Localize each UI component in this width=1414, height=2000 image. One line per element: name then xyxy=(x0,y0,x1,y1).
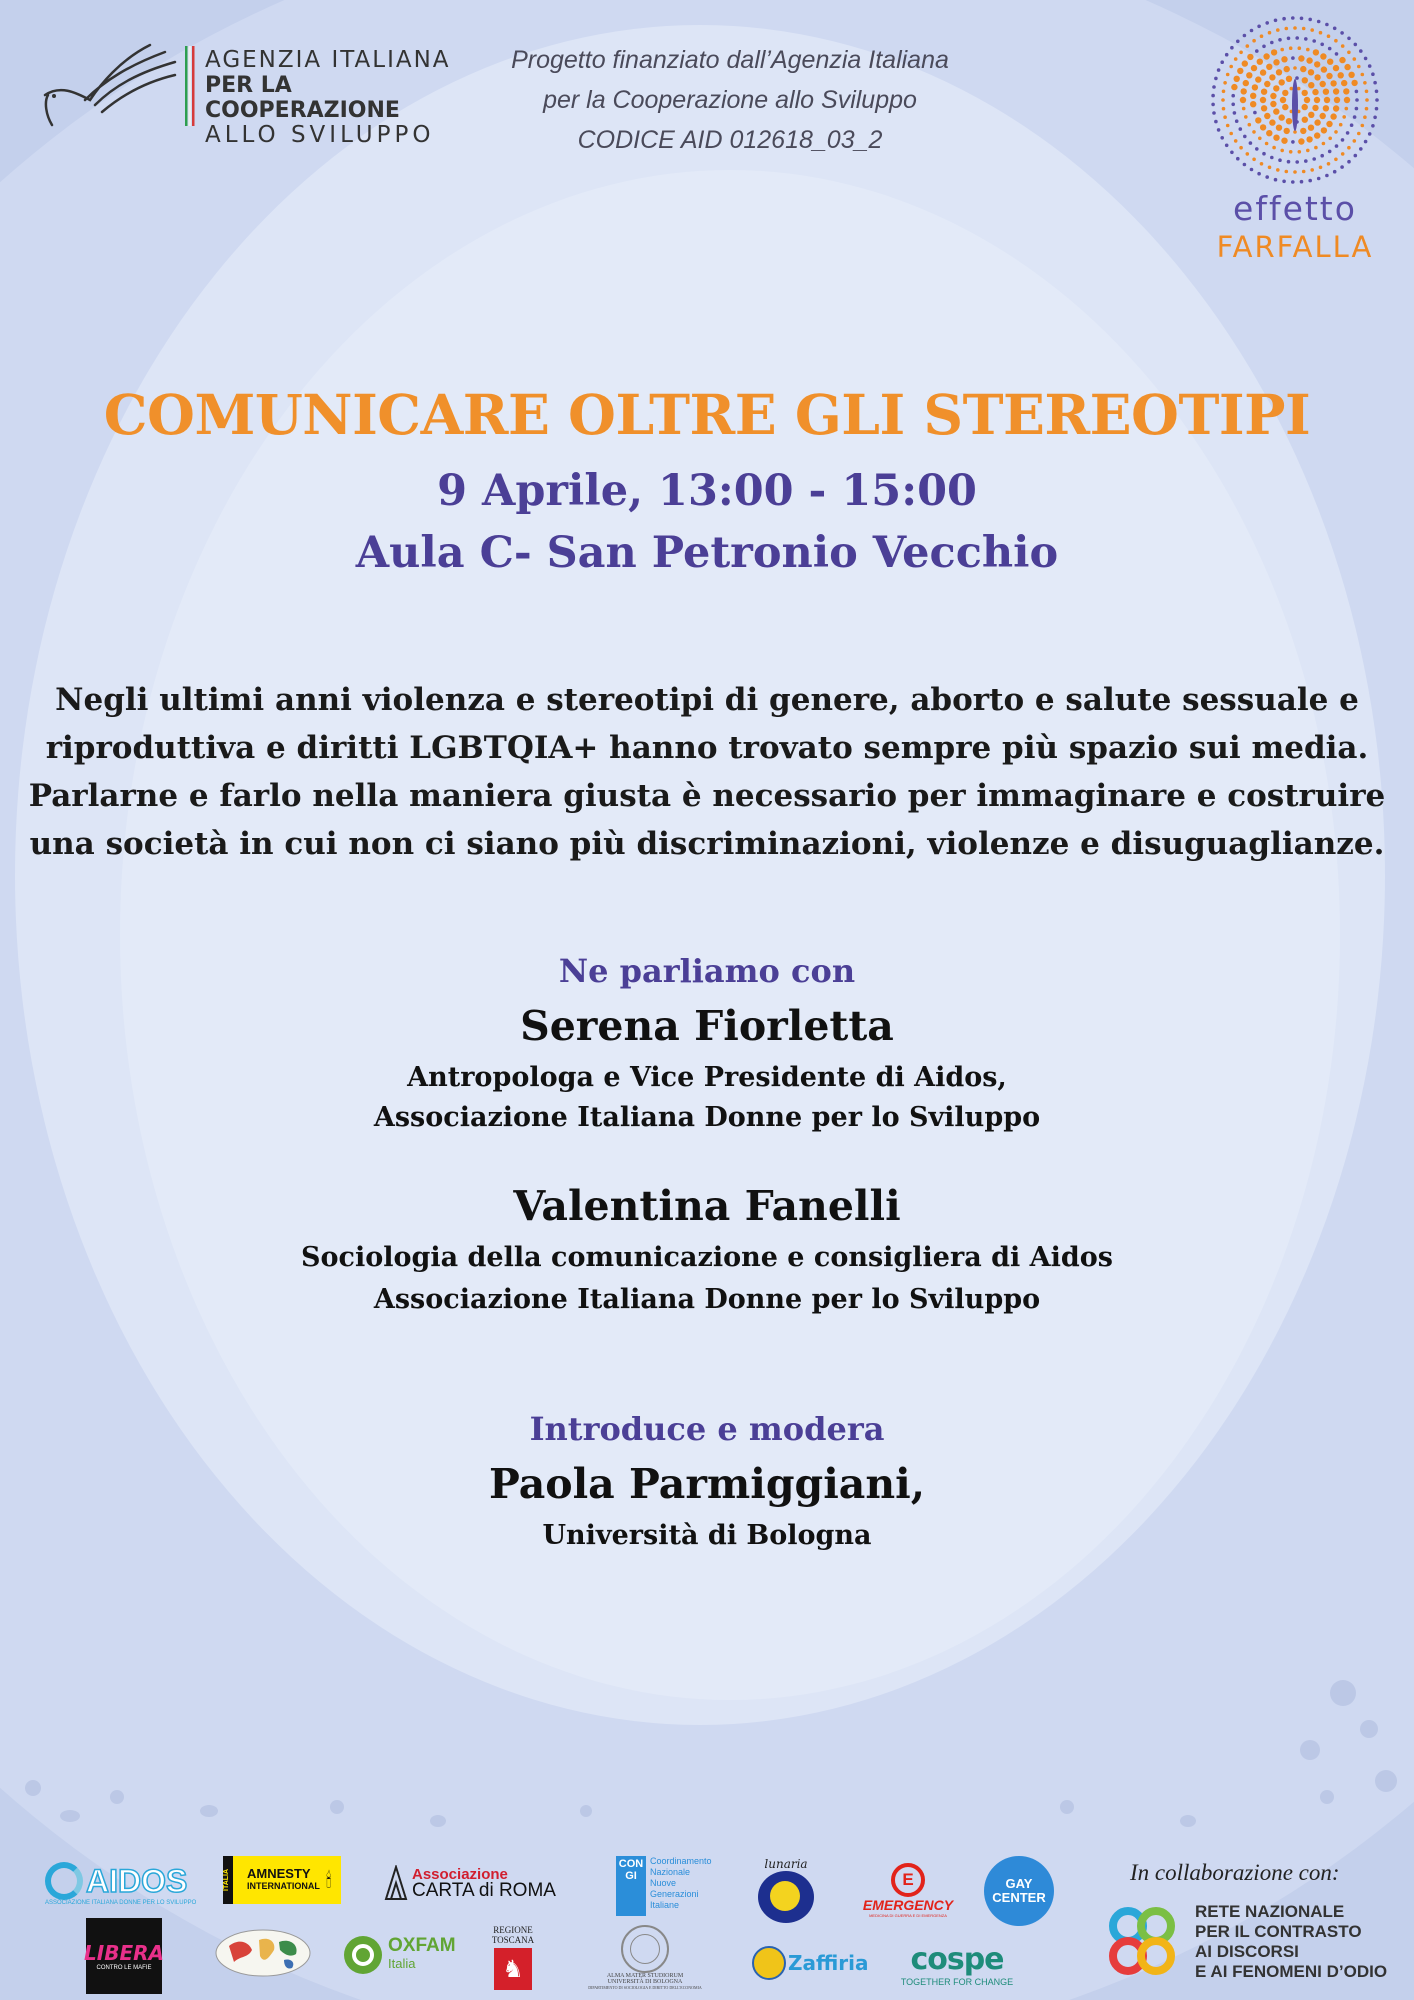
cong-line: Italiane xyxy=(650,1900,680,1910)
oxfam-logo xyxy=(344,1930,464,1980)
moderator-affiliation: Università di Bologna xyxy=(542,1520,872,1551)
project-line: Progetto finanziato dall’Agenzia Italiana xyxy=(511,46,949,74)
rete-line: AI DISCORSI xyxy=(1195,1942,1299,1961)
decor-dot xyxy=(200,1805,218,1817)
cospe-subtitle: TOGETHER FOR CHANGE xyxy=(900,1976,1014,1987)
rete-rings-icon xyxy=(1104,1904,1180,1980)
cospe-name: cospe xyxy=(910,1941,1004,1977)
unibo-line: DIPARTIMENTO DI SOCIOLOGIA E DIRITTO DELL'ECONOMIA xyxy=(588,1984,702,1990)
moderator-heading: Introduce e modera xyxy=(529,1410,885,1448)
project-line: per la Cooperazione allo Sviluppo xyxy=(543,86,917,114)
speaker-role: Antropologa e Vice Presidente di Aidos, xyxy=(407,1062,1007,1093)
cong-letters: CONGI xyxy=(616,1856,646,1916)
candle-icon: 🕯 xyxy=(325,1868,332,1892)
cong-line: Coordinamento xyxy=(650,1856,712,1866)
amnesty-side-label: ITALIA xyxy=(223,1856,233,1904)
cospe-logo xyxy=(898,1936,1016,1992)
decor-dot xyxy=(25,1780,41,1796)
cong-line: Nazionale xyxy=(650,1867,691,1877)
regione-toscana-logo xyxy=(488,1920,538,1994)
globe-icon xyxy=(214,1928,312,1978)
aics-line1: AGENZIA ITALIANA xyxy=(205,47,451,73)
event-description: Negli ultimi anni violenza e stereotipi di genere, aborto e salute sessuale e riproduttiva e diritti LGBTQIA+ hanno trovato sempre più spazio sui media. Parlarne e farlo nella maniera giusta è necessario per immaginare e costruire una società in cui non ci siano più discriminazioni, violenze e disuguaglianze. xyxy=(28,682,1386,862)
moderator-name: Paola Parmiggiani, xyxy=(488,1460,926,1508)
libera-name: LIBERA xyxy=(84,1941,164,1965)
decor-dot xyxy=(580,1805,592,1817)
decor-dot xyxy=(1330,1680,1356,1706)
gay-center-line: GAY xyxy=(1005,1876,1033,1891)
oxfam-icon xyxy=(344,1936,382,1974)
emergency-logo xyxy=(858,1862,958,1918)
farfalla-label: FARFALLA xyxy=(1216,230,1374,264)
effetto-label: effetto xyxy=(1233,189,1357,228)
moon-icon xyxy=(758,1871,814,1923)
speaker-name: Serena Fiorletta xyxy=(520,1002,894,1050)
aidos-name: AIDOS xyxy=(86,1862,188,1899)
emergency-subtitle: MEDICINA DI GUERRA E DI EMERGENZA xyxy=(869,1912,947,1918)
oxfam-name: OXFAM xyxy=(388,1935,456,1956)
toscana-line: TOSCANA xyxy=(491,1934,535,1945)
decor-dot xyxy=(1360,1720,1378,1738)
italian-flag-stripes xyxy=(185,46,195,126)
gay-center-logo xyxy=(984,1856,1054,1926)
rete-name xyxy=(1195,1902,1387,1982)
unibo-logo xyxy=(560,1920,730,1994)
zaffiria-icon xyxy=(752,1946,786,1980)
pegasus-icon: ♞ xyxy=(494,1948,532,1990)
unibo-seal-icon xyxy=(621,1925,669,1973)
carta-line1: Associazione xyxy=(412,1866,508,1883)
carta-line2: CARTA di ROMA xyxy=(412,1880,556,1901)
decor-dot xyxy=(1060,1800,1074,1814)
decor-dot xyxy=(110,1790,124,1804)
unibo-line: ALMA MATER STUDIORUM xyxy=(606,1972,684,1979)
emergency-name: EMERGENCY xyxy=(862,1896,954,1913)
dove-icon xyxy=(40,40,180,130)
aidos-icon xyxy=(45,1862,83,1900)
unibo-line: UNIVERSITÀ DI BOLOGNA xyxy=(607,1978,683,1985)
effetto-farfalla-logo xyxy=(1195,190,1395,266)
rete-line: PER IL CONTRASTO xyxy=(1195,1922,1362,1941)
speaker-organization: Associazione Italiana Donne per lo Sviluppo xyxy=(373,1102,1041,1133)
cong-logo xyxy=(616,1856,726,1916)
aics-line2: PER LA COOPERAZIONE xyxy=(205,73,400,123)
world-map-logo xyxy=(214,1928,312,1978)
event-title: COMUNICARE OLTRE GLI STEREOTIPI xyxy=(103,382,1311,447)
gay-center-line: CENTER xyxy=(992,1890,1046,1905)
decor-dot xyxy=(1375,1770,1397,1792)
speaker-role: Sociologia della comunicazione e consigliera di Aidos xyxy=(301,1242,1113,1273)
zaffiria-name: Zaffiria xyxy=(788,1951,869,1975)
speakers-heading: Ne parliamo con xyxy=(558,952,856,990)
event-place: Aula C- San Petronio Vecchio xyxy=(355,528,1059,578)
libera-logo xyxy=(86,1918,162,1994)
aidos-subtitle: ASSOCIAZIONE ITALIANA DONNE PER LO SVILUPPO xyxy=(45,1900,197,1906)
project-funding-note xyxy=(470,40,990,160)
aics-line3: ALLO SVILUPPO xyxy=(205,122,435,148)
aidos-logo xyxy=(45,1858,197,1910)
collaboration-label: In collaborazione con: xyxy=(1130,1860,1340,1885)
decor-dot xyxy=(1300,1740,1320,1760)
aics-name xyxy=(205,48,480,148)
event-date: 9 Aprile, 13:00 - 15:00 xyxy=(437,466,977,516)
decor-dot xyxy=(1180,1815,1196,1827)
project-code: CODICE AID 012618_03_2 xyxy=(577,126,883,154)
decor-dot xyxy=(430,1815,446,1827)
decor-dot xyxy=(60,1810,80,1822)
cong-line: Nuove xyxy=(650,1878,677,1888)
decor-dot xyxy=(1320,1790,1334,1804)
amnesty-name: AMNESTY xyxy=(247,1866,311,1881)
lunaria-name: lunaria xyxy=(764,1857,808,1871)
rete-line: RETE NAZIONALE xyxy=(1195,1902,1345,1921)
rete-line: E AI FENOMENI D’ODIO xyxy=(1195,1962,1388,1981)
decor-dot xyxy=(330,1800,344,1814)
zaffiria-logo xyxy=(752,1946,874,1980)
lunaria-logo xyxy=(752,1856,820,1924)
monument-icon xyxy=(382,1865,410,1901)
amnesty-subtitle: INTERNATIONAL xyxy=(247,1881,320,1891)
oxfam-subtitle: Italia xyxy=(388,1956,416,1971)
speaker-name: Valentina Fanelli xyxy=(513,1182,901,1230)
toscana-line: REGIONE xyxy=(493,1924,533,1935)
butterfly-icon xyxy=(1205,10,1385,190)
emergency-icon: E xyxy=(891,1863,925,1897)
libera-subtitle: CONTRO LE MAFIE xyxy=(96,1965,152,1971)
carta-di-roma-logo xyxy=(382,1862,572,1904)
speaker-organization: Associazione Italiana Donne per lo Sviluppo xyxy=(373,1284,1041,1315)
cong-line: Generazioni xyxy=(650,1889,699,1899)
rete-logo xyxy=(1104,1904,1180,1980)
aics-logo xyxy=(40,40,480,148)
amnesty-logo xyxy=(223,1856,341,1904)
